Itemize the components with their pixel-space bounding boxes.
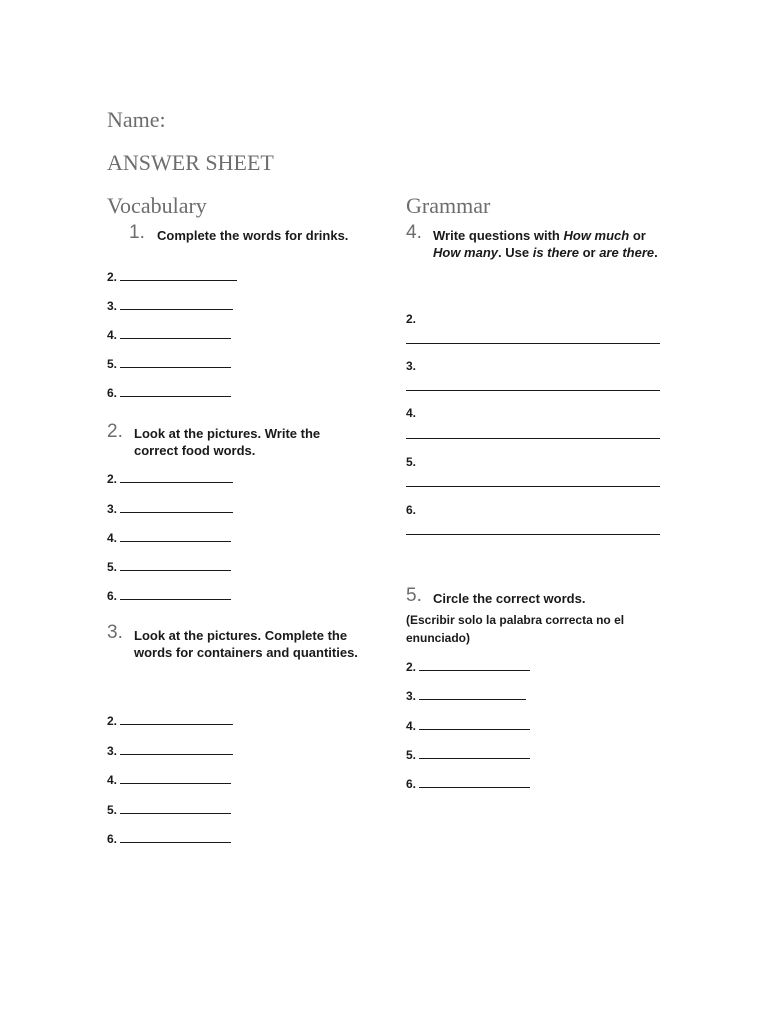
answer-line[interactable] — [406, 534, 660, 535]
answer-line[interactable] — [406, 486, 660, 487]
answer-line[interactable]: 5. — [107, 357, 231, 371]
answer-line[interactable]: 2. — [406, 660, 530, 674]
question-3-number: 3. — [107, 622, 123, 643]
answer-number: 4. — [406, 406, 417, 420]
name-label: Name: — [107, 107, 166, 132]
answer-line[interactable]: 3. — [107, 744, 233, 758]
answer-line[interactable]: 4. — [107, 531, 231, 545]
answer-line[interactable]: 6. — [107, 832, 231, 846]
question-2-text: Look at the pictures. Write the correct food words. — [134, 426, 321, 458]
answer-line[interactable]: 5. — [107, 803, 231, 817]
answer-line[interactable]: 2. — [107, 270, 237, 284]
answer-number: 5. — [406, 455, 417, 469]
question-5-note: (Escribir solo la palabra correcta no el enunciado) — [406, 613, 625, 645]
answer-line[interactable]: 3. — [107, 502, 233, 516]
answer-number: 2. — [406, 312, 417, 326]
question-5-number: 5. — [406, 585, 422, 606]
question-4-text: Write questions with How much or How many. Use is there or are there. — [433, 228, 658, 260]
answer-line[interactable] — [406, 438, 660, 439]
sheet-title: ANSWER SHEET — [107, 150, 274, 175]
question-5-text: Circle the correct words. — [433, 591, 586, 606]
answer-number: 6. — [406, 503, 417, 517]
answer-line[interactable]: 3. — [406, 689, 526, 703]
answer-line[interactable] — [406, 390, 660, 391]
answer-line[interactable]: 5. — [406, 748, 530, 762]
answer-line[interactable]: 2. — [107, 472, 233, 486]
question-2-number: 2. — [107, 421, 123, 442]
question-4-number: 4. — [406, 222, 422, 243]
answer-line[interactable]: 6. — [107, 386, 231, 400]
answer-line[interactable]: 2. — [107, 714, 233, 728]
vocabulary-heading: Vocabulary — [107, 193, 207, 218]
question-3-text: Look at the pictures. Complete the words for containers and quantities. — [134, 628, 358, 660]
answer-line[interactable]: 6. — [406, 777, 530, 791]
answer-line[interactable]: 6. — [107, 589, 231, 603]
grammar-heading: Grammar — [406, 193, 491, 218]
question-1-text: Complete the words for drinks. — [157, 228, 349, 243]
answer-line[interactable]: 5. — [107, 560, 231, 574]
answer-line[interactable]: 4. — [107, 328, 231, 342]
answer-line[interactable]: 4. — [107, 773, 231, 787]
answer-line[interactable] — [406, 343, 660, 344]
answer-line[interactable]: 3. — [107, 299, 233, 313]
answer-number: 3. — [406, 359, 417, 373]
question-1-number: 1. — [129, 222, 145, 243]
answer-line[interactable]: 4. — [406, 719, 530, 733]
